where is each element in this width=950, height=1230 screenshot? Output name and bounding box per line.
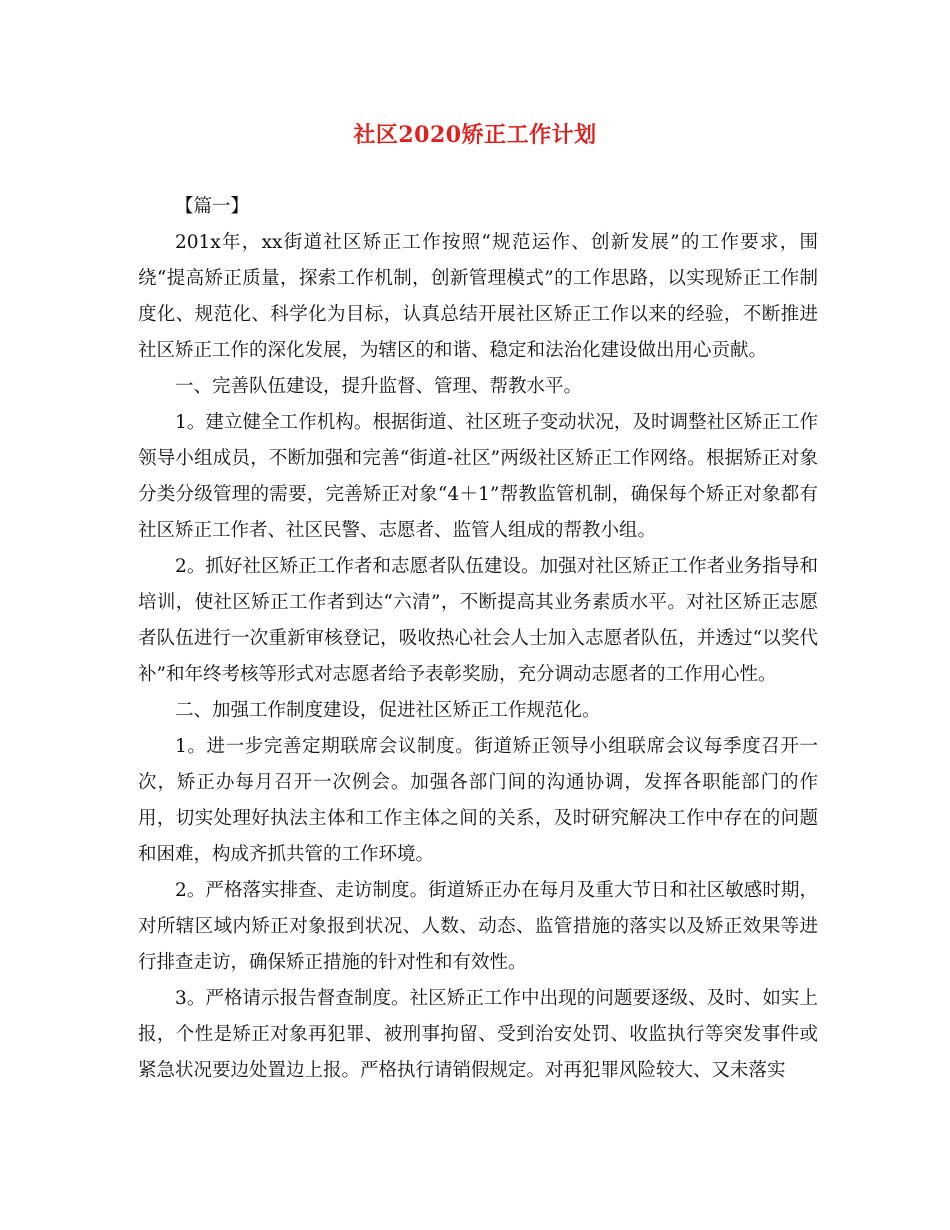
document-title: 社区2020矫正工作计划 (353, 122, 597, 148)
paragraph-1-1: 1。建立健全工作机构。根据街道、社区班子变动状况，及时调整社区矫正工作领导小组成员，不断加强和完善“街道-社区”两级社区矫正工作网络。根据矫正对象分类分级管理的需要，完善矫正对象“4＋1”帮教监管机制，确保每个矫正对象都有社区矫正工作者、社区民警、志愿者、监管人组成的帮教小组。 (138, 412, 818, 541)
paragraph-1-2: 2。抓好社区矫正工作者和志愿者队伍建设。加强对社区矫正工作者业务指导和培训，使社区矫正工作者到达“六清”，不断提高其业务素质水平。对社区矫正志愿者队伍进行一次重新审核登记，吸收热心社会人士加入志愿者队伍，并透过“以奖代补”和年终考核等形式对志愿者给予表彰奖励，充分调动志愿者的工作用心性。 (138, 556, 818, 685)
paragraph-2-2: 2。严格落实排查、走访制度。街道矫正办在每月及重大节日和社区敏感时期，对所辖区域内矫正对象报到状况、人数、动态、监管措施的落实以及矫正效果等进行排查走访，确保矫正措施的针对性和有效性。 (138, 880, 818, 973)
heading-section-two: 二、加强工作制度建设，促进社区矫正工作规范化。 (175, 700, 601, 721)
section-tag: 【篇一】 (175, 196, 250, 217)
document-body (138, 189, 818, 1089)
paragraph-intro: 201x年，xx街道社区矫正工作按照“规范运作、创新发展”的工作要求，围绕“提高矫正质量，探索工作机制，创新管理模式”的工作思路，以实现矫正工作制度化、规范化、科学化为目标，认真总结开展社区矫正工作以来的经验，不断推进社区矫正工作的深化发展，为辖区的和谐、稳定和法治化建设做出用心贡献。 (138, 232, 818, 361)
heading-section-one: 一、完善队伍建设，提升监督、管理、帮教水平。 (175, 376, 583, 397)
paragraph-2-1: 1。进一步完善定期联席会议制度。街道矫正领导小组联席会议每季度召开一次，矫正办每月召开一次例会。加强各部门间的沟通协调，发挥各职能部门的作用，切实处理好执法主体和工作主体之间的关系，及时研究解决工作中存在的问题和困难，构成齐抓共管的工作环境。 (138, 736, 818, 865)
paragraph-2-3: 3。严格请示报告督查制度。社区矫正工作中出现的问题要逐级、及时、如实上报，个性是矫正对象再犯罪、被刑事拘留、受到治安处罚、收监执行等突发事件或紧急状况要边处置边上报。严格执行请销假规定。对再犯罪风险较大、又未落实 (138, 988, 818, 1081)
